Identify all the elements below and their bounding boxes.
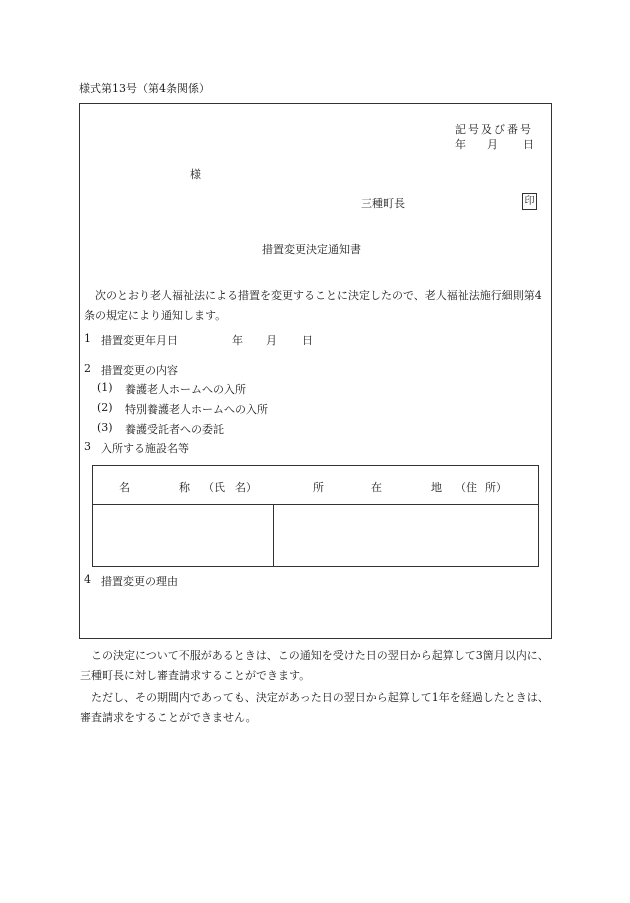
document-title: 措置変更決定通知書 [262,243,361,256]
item2-number: 2 [84,362,91,375]
col1-header-char: 名） [235,481,257,494]
item2-label: 措置変更の内容 [101,364,178,377]
col1-header-char: 称 [179,481,190,494]
item1-number: 1 [84,332,91,345]
item1-month: 月 [266,334,277,347]
item3-label: 入所する施設名等 [101,442,189,455]
col2-header-char: 所） [485,481,507,494]
item4-number: 4 [84,573,91,586]
option3-label: 養護受託者への委託 [125,423,224,436]
option2-number: (2) [97,401,113,414]
col2-header-char: 地 [431,481,442,494]
option1-number: (1) [97,381,113,394]
header-month: 月 [487,138,498,151]
item3-number: 3 [84,440,91,453]
note-appeal: この決定について不服があるときは、この通知を受けた日の翌日から起算して3箇月以内に、三種町長に対し審査請求することができます。 [80,649,549,682]
table-column-divider [273,504,274,566]
item4-label: 措置変更の理由 [101,575,178,588]
header-day: 日 [523,138,534,151]
table-header-divider [93,504,538,505]
seal-mark: 印 [522,193,537,210]
reference-number-label: 記号及び番号 [455,123,533,136]
option2-label: 特別養護老人ホームへの入所 [125,403,268,416]
col1-header-char: （氏 [203,481,225,494]
issuer-name: 三種町長 [361,197,405,210]
col2-header-char: （住 [455,481,477,494]
col1-header-char: 名 [119,481,130,494]
header-year: 年 [455,138,466,151]
item1-label: 措置変更年月日 [101,334,178,347]
option3-number: (3) [97,421,113,434]
item1-year: 年 [232,334,243,347]
body-text: 次のとおり老人福祉法による措置を変更することに決定したので、老人福祉法施行細則第4条の規定により通知します。 [84,289,542,322]
col2-header-char: 所 [313,481,324,494]
option1-label: 養護老人ホームへの入所 [125,383,246,396]
note-limitation: ただし、その期間内であっても、決定があった日の翌日から起算して1年を経過したときは、審査請求をすることができません。 [80,691,549,724]
col2-header-char: 在 [371,481,382,494]
item1-day: 日 [302,334,313,347]
form-number: 様式第13号（第4条関係） [79,82,210,95]
recipient-suffix: 様 [190,168,201,181]
facility-table [92,465,539,567]
